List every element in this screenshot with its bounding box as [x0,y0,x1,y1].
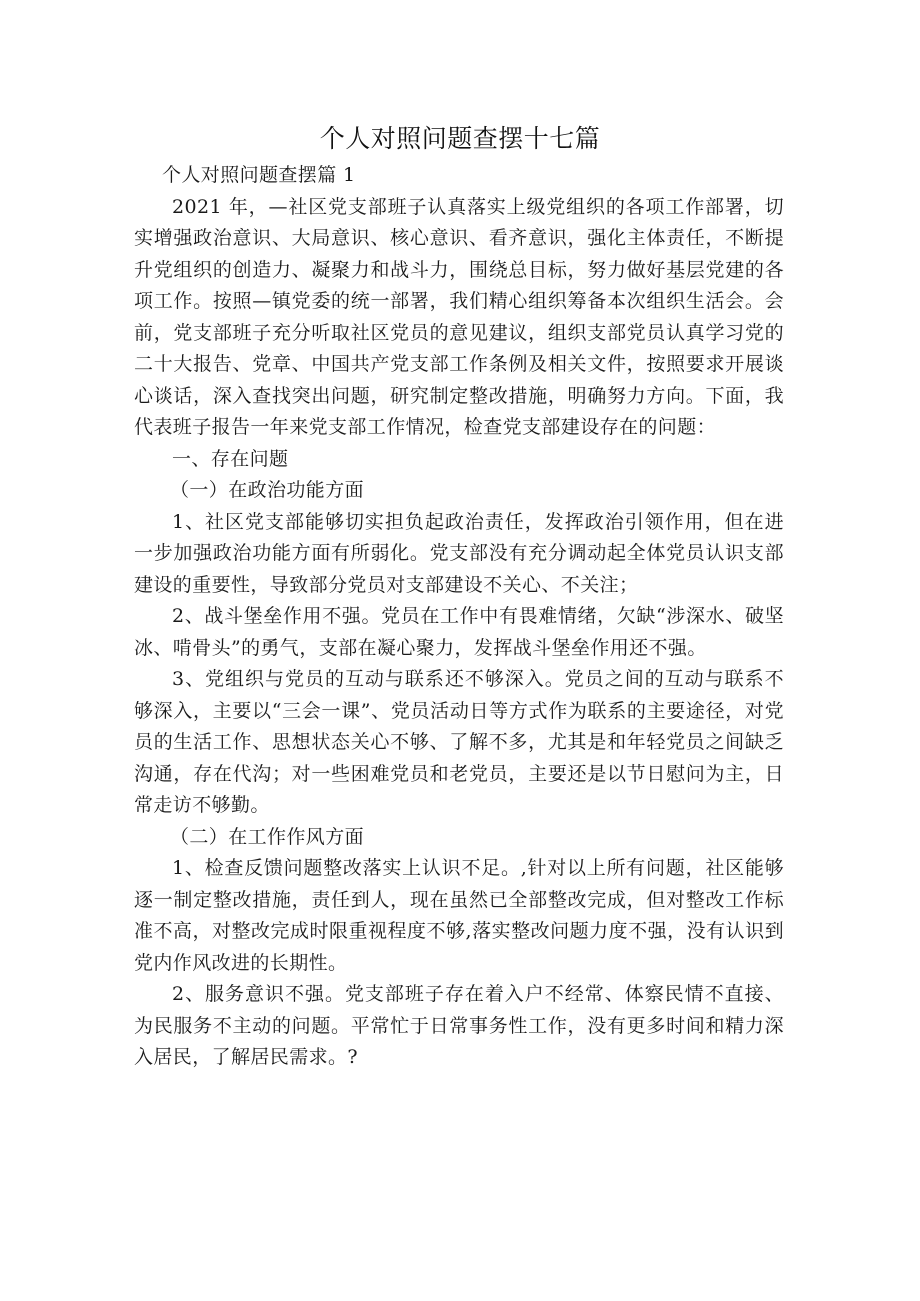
political-item-1: 1、社区党支部能够切实担负起政治责任，发挥政治引领作用，但在进一步加强政治功能方面有所弱化。党支部没有充分调动起全体党员认识支部建设的重要性，导致部分党员对支部建设不关心、不关注； [134,510,784,596]
document-body [134,160,784,1074]
section-heading-problems: 一、存在问题 [172,447,289,470]
political-item-2: 2、战斗堡垒作用不强。党员在工作中有畏难情绪，欠缺“涉深水、破坚冰、啃骨头”的勇气，支部在凝心聚力，发挥战斗堡垒作用还不强。 [134,605,784,659]
section-subtitle: 个人对照问题查摆篇 1 [162,164,356,186]
political-item-3: 3、党组织与党员的互动与联系还不够深入。党员之间的互动与联系不够深入，主要以“三会一课”、党员活动日等方式作为联系的主要途径，对党员的生活工作、思想状态关心不够、了解不多，尤其是和年轻党员之间缺乏沟通，存在代沟；对一些困难党员和老党员，主要还是以节日慰问为主，日常走访不够勤。 [134,668,784,816]
document-title: 个人对照问题查摆十七篇 [319,124,601,153]
subsection-heading-work-style: （二）在工作作风方面 [170,825,365,848]
intro-paragraph: 2021 年，—社区党支部班子认真落实上级党组织的各项工作部署，切实增强政治意识、大局意识、核心意识、看齐意识，强化主体责任，不断提升党组织的创造力、凝聚力和战斗力，围绕总目标，努力做好基层党建的各项工作。按照—镇党委的统一部署，我们精心组织筹备本次组织生活会。会前，党支部班子充分听取社区党员的意见建议，组织支部党员认真学习党的二十大报告、党章、中国共产党支部工作条例及相关文件，按照要求开展谈心谈话，深入查找突出问题，研究制定整改措施，明确努力方向。下面，我代表班子报告一年来党支部工作情况，检查党支部建设存在的问题： [134,195,784,438]
work-style-item-1: 1、检查反馈问题整改落实上认识不足。,针对以上所有问题，社区能够逐一制定整改措施，责任到人，现在虽然已全部整改完成，但对整改工作标准不高，对整改完成时限重视程度不够,落实整改问题力度不强，没有认识到党内作风改进的长期性。 [134,857,784,974]
subsection-heading-political: （一）在政治功能方面 [170,479,365,501]
work-style-item-2: 2、服务意识不强。党支部班子存在着入户不经常、体察民情不直接、为民服务不主动的问题。平常忙于日常事务性工作，没有更多时间和精力深入居民，了解居民需求。? [134,983,784,1068]
